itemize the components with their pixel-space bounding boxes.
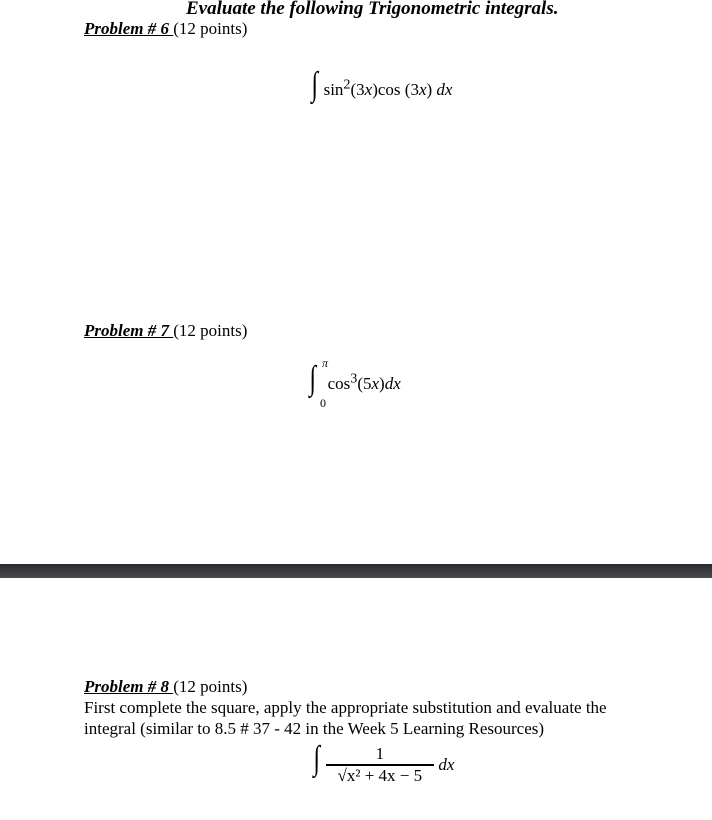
close: ) (426, 80, 433, 99)
var: x (364, 80, 373, 99)
problem-7-points: (12 points) (173, 321, 248, 340)
func: cos (327, 374, 351, 393)
arg2: )cos (3 (372, 80, 419, 99)
problem-7-label: Problem # 7 (84, 321, 174, 340)
dx: dx (438, 755, 455, 775)
problem-8-points: (12 points) (173, 677, 248, 696)
problem-8-instructions (84, 697, 607, 739)
problem-6-points: (12 points) (173, 19, 248, 38)
power: 2 (343, 76, 351, 93)
denominator: √x² + 4x − 5 (337, 766, 423, 786)
instruction-line-1: First complete the square, apply the appropriate substitution and evaluate the (84, 698, 607, 717)
dx: dx (436, 80, 453, 99)
integral-sign: ∫ (309, 360, 316, 397)
page-divider (0, 564, 712, 578)
numerator: 1 (326, 744, 435, 766)
func: sin (323, 80, 344, 99)
problem-8-label: Problem # 8 (84, 677, 174, 696)
lower-limit: 0 (320, 396, 326, 410)
page-title: Evaluate the following Trigonometric integrals. (186, 0, 559, 19)
var: x (371, 374, 380, 393)
upper-limit: π (322, 356, 329, 370)
fraction (326, 744, 435, 786)
problem-8-integral (312, 740, 454, 786)
integral-sign: ∫ (311, 66, 318, 103)
dx: dx (384, 374, 401, 393)
close: ) (379, 374, 385, 393)
problem-6-heading (84, 19, 247, 39)
problem-7-integral (308, 356, 401, 410)
instruction-line-2: integral (similar to 8.5 # 37 - 42 in the Week 5 Learning Resources) (84, 719, 545, 738)
integral-sign: ∫ (313, 740, 320, 777)
problem-8-heading (84, 677, 247, 697)
problem-7-heading (84, 321, 247, 341)
problem-6-integral (310, 66, 452, 104)
power: 3 (350, 370, 358, 387)
arg: (3 (350, 80, 365, 99)
var: x (418, 80, 427, 99)
arg: (5 (357, 374, 372, 393)
problem-6-label: Problem # 6 (84, 19, 174, 38)
